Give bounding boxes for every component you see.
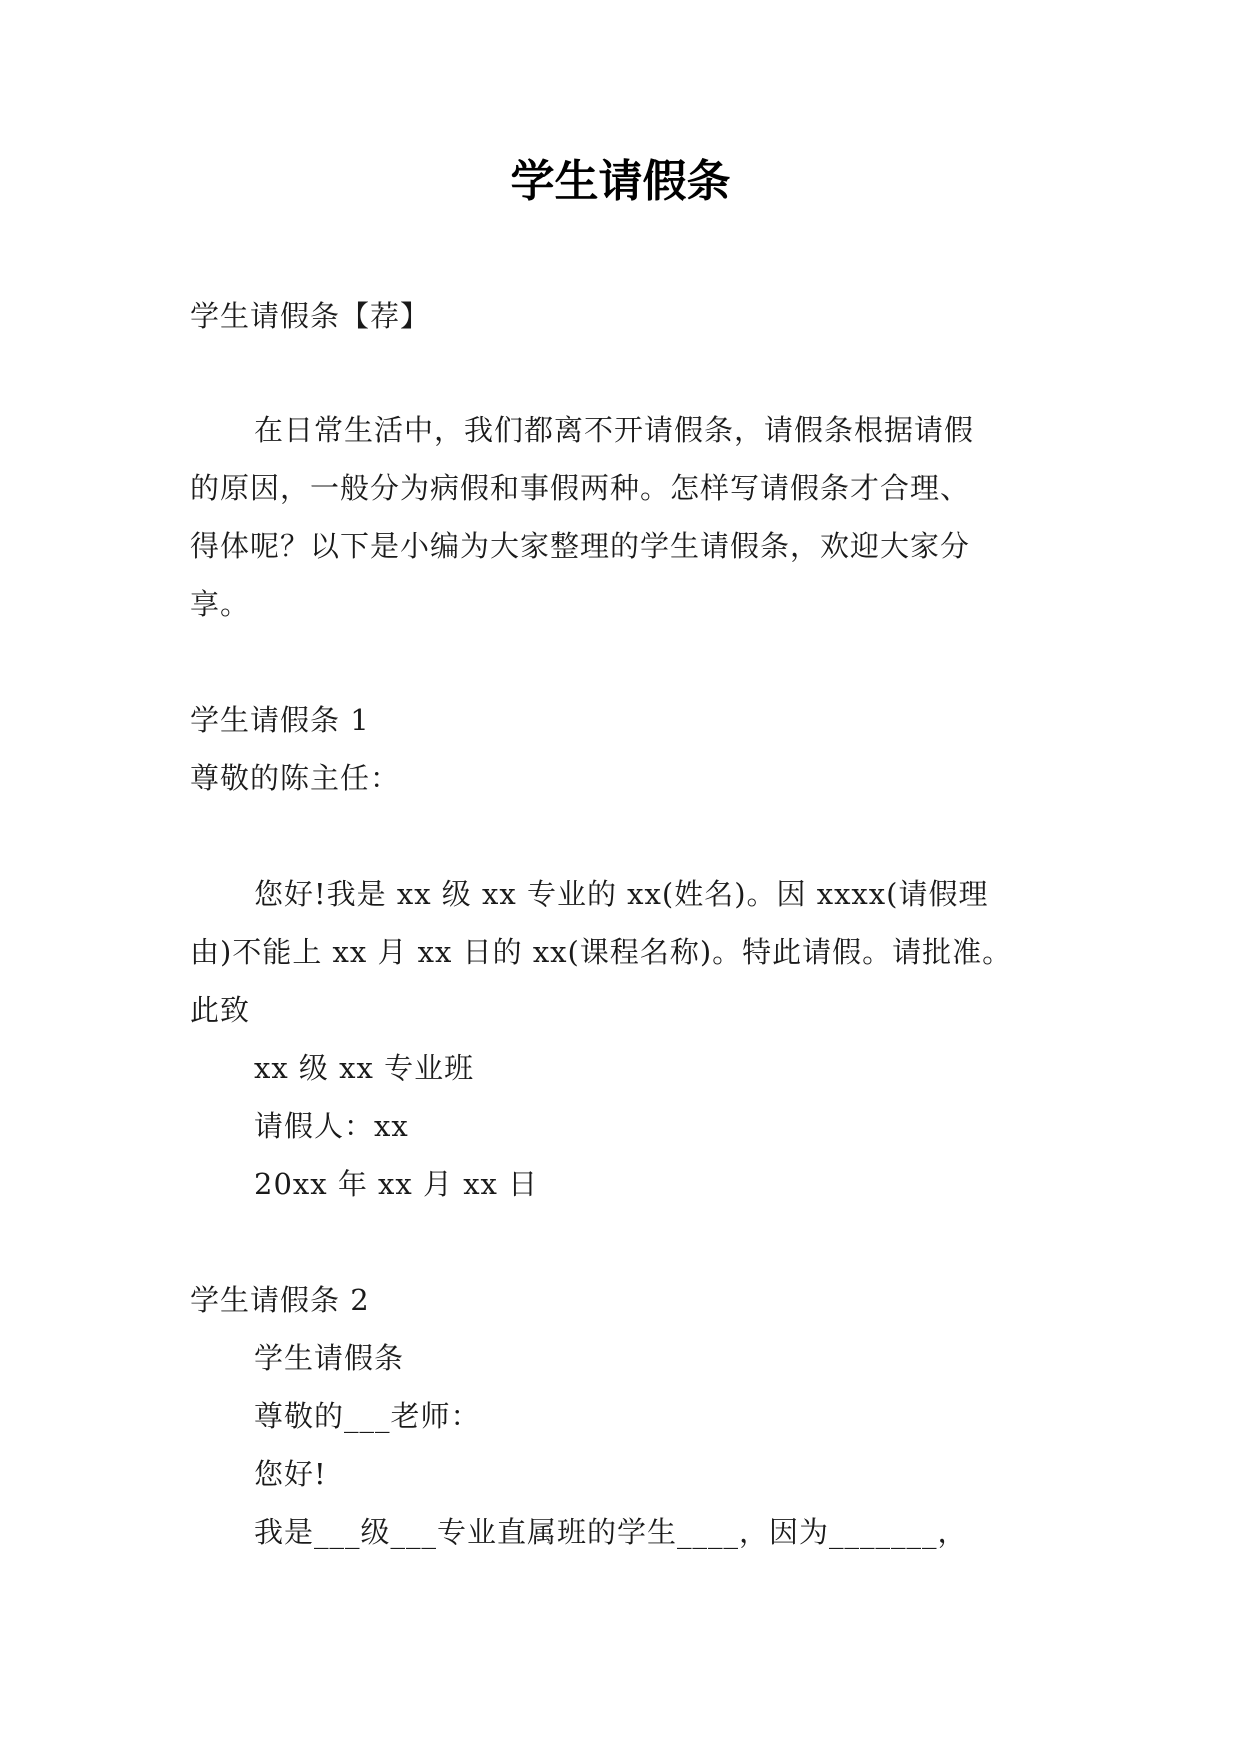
section1-body-line: 由)不能上 xx 月 xx 日的 xx(课程名称)。特此请假。请批准。 — [190, 935, 1013, 969]
document-subtitle: 学生请假条【荐】 — [190, 299, 431, 333]
section1-salutation: 尊敬的陈主任： — [190, 761, 401, 795]
intro-line: 得体呢？以下是小编为大家整理的学生请假条，欢迎大家分 — [190, 529, 971, 563]
intro-line: 的原因，一般分为病假和事假两种。怎样写请假条才合理、 — [190, 471, 971, 505]
section1-class: xx 级 xx 专业班 — [254, 1051, 475, 1085]
section1-date: 20xx 年 xx 月 xx 日 — [254, 1167, 539, 1201]
section1-closing: 此致 — [190, 993, 251, 1027]
section2-line: 尊敬的___老师： — [254, 1399, 481, 1433]
section1-applicant: 请假人：xx — [254, 1109, 409, 1143]
section1-body-line: 您好!我是 xx 级 xx 专业的 xx(姓名)。因 xxxx(请假理 — [254, 877, 989, 911]
section2-line: 您好! — [254, 1457, 327, 1491]
section2-line: 学生请假条 — [254, 1341, 405, 1375]
intro-line: 享。 — [190, 587, 251, 621]
intro-line: 在日常生活中，我们都离不开请假条，请假条根据请假 — [254, 413, 975, 447]
section2-line: 我是___级___专业直属班的学生____，因为_______， — [254, 1515, 968, 1549]
document-title: 学生请假条 — [510, 156, 731, 207]
section2-heading: 学生请假条 2 — [190, 1283, 370, 1317]
section1-heading: 学生请假条 1 — [190, 703, 370, 737]
